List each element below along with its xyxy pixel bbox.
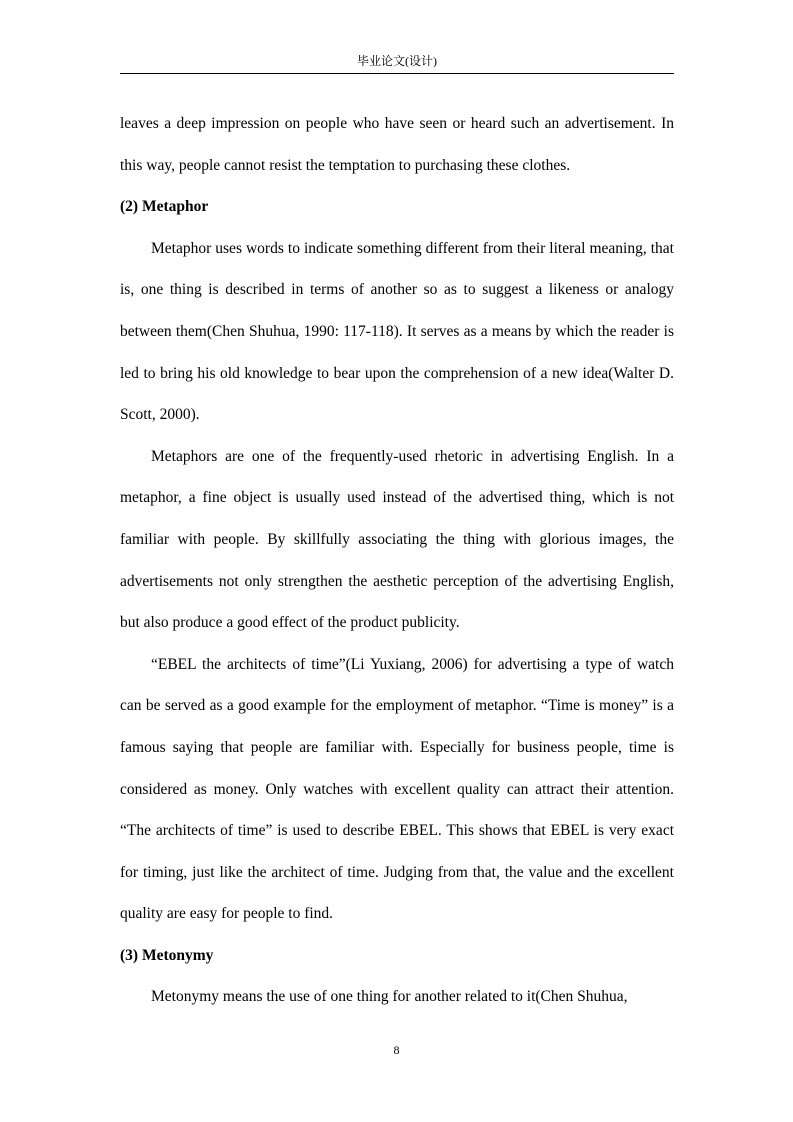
paragraph-metaphor-definition: Metaphor uses words to indicate something different from their literal meaning, that is, one thing is described in terms of another so as to suggest a likeness or analogy between them(Chen Shuhua, 1990: 117-118). It serves as a means by which the reader is led to bring his old knowledge to bear upon the comprehension of a new idea(Walter D. Scott, 2000). — [120, 239, 674, 424]
paragraph-metaphor-example: “EBEL the architects of time”(Li Yuxiang, 2006) for advertising a type of watch can be served as a good example for the employment of metaphor. “Time is money” is a famous saying that people are familiar with. Especially for business people, time is considered as money. Only watches with excellent quality can attract their attention. “The architects of time” is used to describe EBEL. This shows that EBEL is very exact for timing, just like the architect of time. Judging from that, the value and the excellent quality are easy for people to find. — [120, 655, 674, 923]
paragraph-metonymy-definition: Metonymy means the use of one thing for another related to it(Chen Shuhua, — [151, 988, 628, 1006]
page-header: 毕业论文(设计) — [357, 54, 437, 68]
paragraph-continuation: leaves a deep impression on people who have seen or heard such an advertisement. In this way, people cannot resist the temptation to purchasing these clothes. — [120, 115, 674, 174]
header-divider — [120, 73, 674, 74]
section-heading-metaphor: (2) Metaphor — [120, 198, 209, 216]
document-body — [120, 103, 674, 1018]
page-number: 8 — [393, 1043, 400, 1057]
section-heading-metonymy: (3) Metonymy — [120, 946, 214, 964]
paragraph-metaphor-usage: Metaphors are one of the frequently-used rhetoric in advertising English. In a metaphor, a fine object is usually used instead of the advertised thing, which is not familiar with people. By skillfully associating the thing with glorious images, the advertisements not only strengthen the aesthetic perception of the advertising English, but also produce a good effect of the product publicity. — [120, 447, 674, 632]
